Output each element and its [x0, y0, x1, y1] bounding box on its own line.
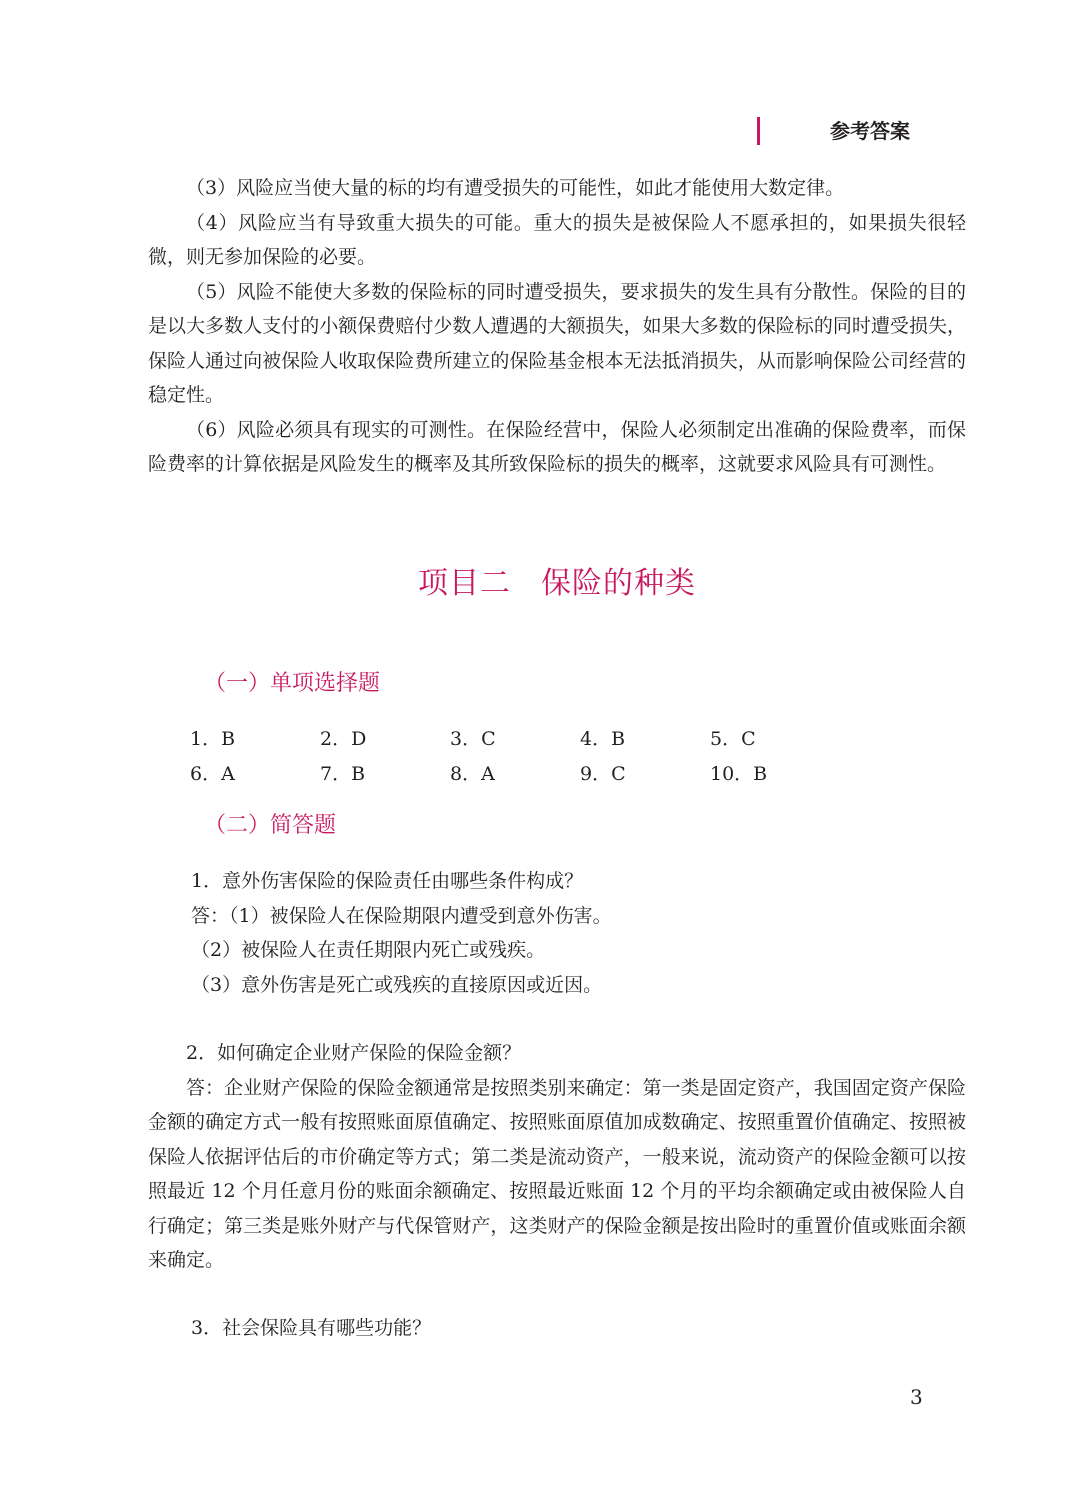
answer-row	[190, 757, 840, 792]
section-title-name: 保险的种类	[541, 566, 696, 601]
intro-paragraphs	[148, 171, 966, 482]
answer-row	[190, 722, 840, 757]
question-3: 3．社会保险具有哪些功能？	[191, 1317, 432, 1339]
paragraph-risk-6: （6）风险必须具有现实的可测性。在保险经营中，保险人必须制定出准确的保险费率，而保险费率的计算依据是风险发生的概率及其所致保险标的损失的概率，这就要求风险具有可测性。	[148, 418, 966, 475]
answer-1-line-2: （2）被保险人在责任期限内死亡或残疾。	[191, 939, 546, 961]
paragraph-risk-5: （5）风险不能使大多数的保险标的同时遭受损失，要求损失的发生具有分散性。保险的目的是以大多数人支付的小额保费赔付少数人遭遇的大额损失，如果大多数的保险标的同时遭受损失，保险人通过向被保险人收取保险费所建立的保险基金根本无法抵消损失，从而影响保险公司经营的稳定性。	[148, 280, 966, 406]
answer-1-line-1: 答：（1）被保险人在保险期限内遭受到意外伤害。	[191, 904, 612, 927]
answer-2: 答：企业财产保险的保险金额通常是按照类别来确定：第一类是固定资产，我国固定资产保险金额的确定方式一般有按照账面原值确定、按照账面原值加成数确定、按照重置价值确定、按照被保险人依据评估后的市价确定等方式；第二类是流动资产，一般来说，流动资产的保险金额可以按照最近 12 个月任意月份的账面余额确定、按照最近账面 12 个月的平均余额确定或由被保险人自行确定；第三类是账外财产与代保管财产，这类财产的保险金额是按出险时的重置价值或账面余额来确定。	[148, 1076, 966, 1271]
answer-item: 4．B	[580, 728, 626, 750]
answer-item: 6．A	[190, 762, 235, 785]
question-1-block	[148, 864, 966, 1002]
paragraph-risk-3: （3）风险应当使大量的标的均有遭受损失的可能性，如此才能使用大数定律。	[186, 177, 845, 199]
answer-item: 2．D	[320, 728, 367, 750]
answer-item: 1．B	[190, 728, 236, 750]
answer-item: 8．A	[450, 762, 495, 785]
page-number: 3	[910, 1385, 923, 1409]
single-choice-heading: （一）单项选择题	[204, 671, 381, 696]
paragraph-risk-4: （4）风险应当有导致重大损失的可能。重大的损失是被保险人不愿承担的，如果损失很轻微，则无参加保险的必要。	[148, 211, 966, 268]
answer-item: 9．C	[580, 762, 626, 785]
section-title-number: 项目二	[418, 566, 511, 601]
answer-item: 3．C	[450, 728, 496, 750]
answer-1-line-3: （3）意外伤害是死亡或残疾的直接原因或近因。	[191, 973, 603, 996]
question-2-block	[148, 1036, 966, 1278]
question-3-block	[148, 1311, 966, 1346]
section-title	[0, 562, 1084, 606]
question-2: 2．如何确定企业财产保险的保险金额？	[186, 1042, 522, 1064]
answer-item: 7．B	[320, 762, 366, 785]
running-header: 参考答案	[830, 119, 910, 143]
header-accent-bar	[757, 117, 760, 145]
question-1: 1．意外伤害保险的保险责任由哪些条件构成？	[191, 870, 584, 892]
single-choice-answers	[190, 722, 840, 791]
short-answer-heading: （二）简答题	[204, 813, 337, 838]
answer-item: 5．C	[710, 728, 756, 750]
answer-item: 10．B	[710, 762, 768, 785]
